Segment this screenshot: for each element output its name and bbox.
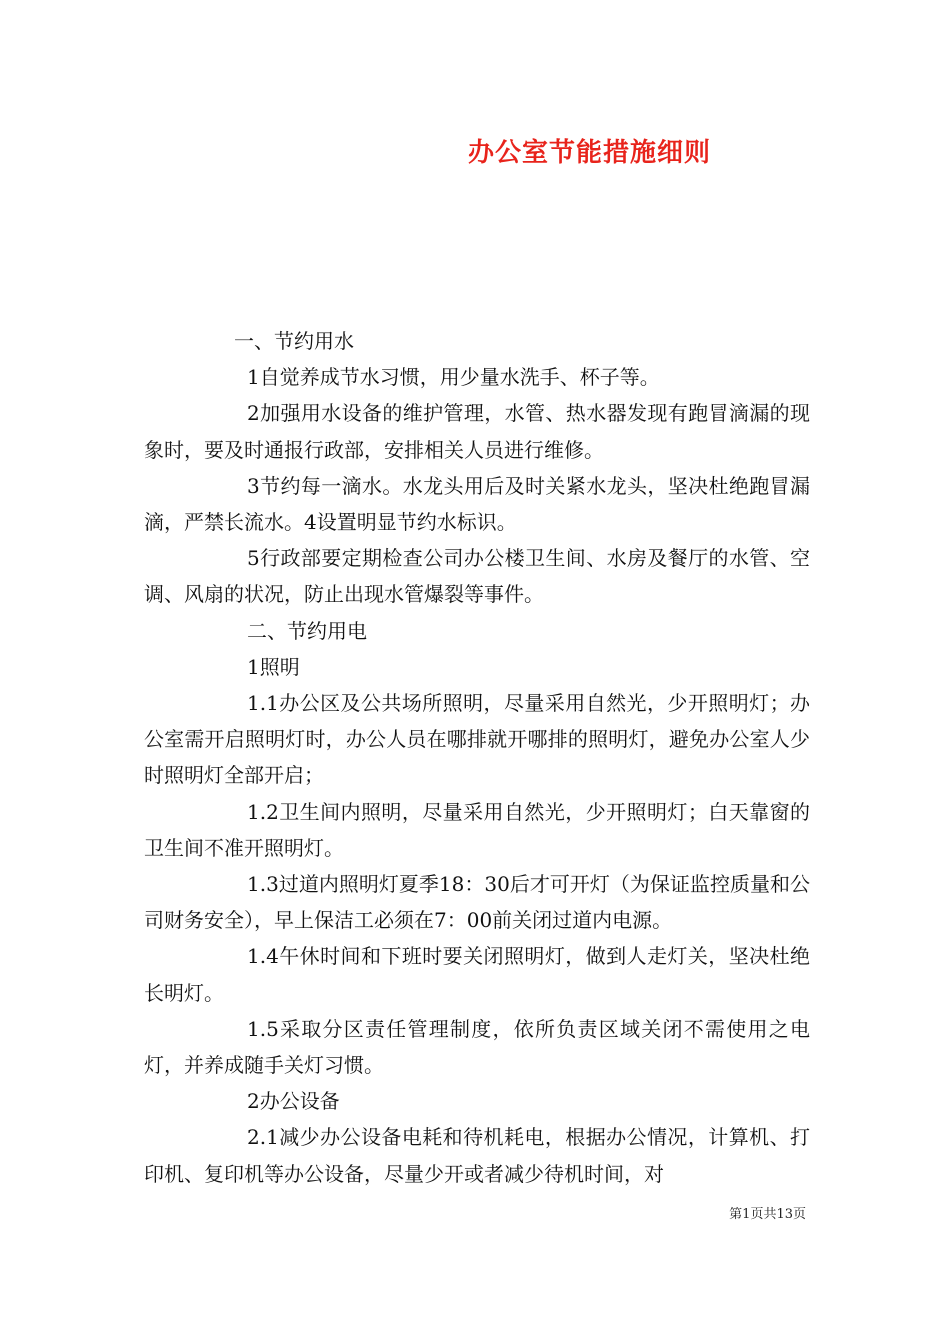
section-heading-electricity: 二、节约用电 xyxy=(247,618,367,643)
paragraph: 1.3过道内照明灯夏季18：30后才可开灯（为保证监控质量和公司财务安全），早上保洁工必须在7：00前关闭过道内电源。 xyxy=(144,872,810,933)
paragraph: 1.1办公区及公共场所照明，尽量采用自然光，少开照明灯；办公室需开启照明灯时，办公人员在哪排就开哪排的照明灯，避免办公室人少时照明灯全部开启； xyxy=(144,691,810,788)
paragraph: 3节约每一滴水。水龙头用后及时关紧水龙头，坚决杜绝跑冒漏滴，严禁长流水。4设置明显节约水标识。 xyxy=(144,473,810,535)
document-body xyxy=(144,323,810,1192)
paragraph: 1.2卫生间内照明，尽量采用自然光，少开照明灯；白天靠窗的卫生间不准开照明灯。 xyxy=(144,799,810,860)
paragraph: 1.5采取分区责任管理制度，依所负责区域关闭不需使用之电灯，并养成随手关灯习惯。 xyxy=(144,1016,810,1078)
paragraph: 1自觉养成节水习惯，用少量水洗手、杯子等。 xyxy=(247,365,660,390)
subsection-heading-office-equipment: 2办公设备 xyxy=(247,1089,340,1114)
document-title: 办公室节能措施细则 xyxy=(468,138,712,168)
paragraph: 5行政部要定期检查公司办公楼卫生间、水房及餐厅的水管、空调、风扇的状况，防止出现水管爆裂等事件。 xyxy=(144,546,810,607)
paragraph: 2加强用水设备的维护管理，水管、热水器发现有跑冒滴漏的现象时，要及时通报行政部，安排相关人员进行维修。 xyxy=(144,401,810,462)
paragraph: 2.1减少办公设备电耗和待机耗电，根据办公情况，计算机、打印机、复印机等办公设备，尽量少开或者减少待机时间，对 xyxy=(144,1125,810,1186)
subsection-heading-lighting: 1照明 xyxy=(247,654,300,679)
page-number-footer: 第1页共13页 xyxy=(729,1207,806,1222)
paragraph: 1.4午休时间和下班时要关闭照明灯，做到人走灯关，坚决杜绝长明灯。 xyxy=(144,944,810,1005)
section-heading-water: 一、节约用水 xyxy=(234,329,354,353)
